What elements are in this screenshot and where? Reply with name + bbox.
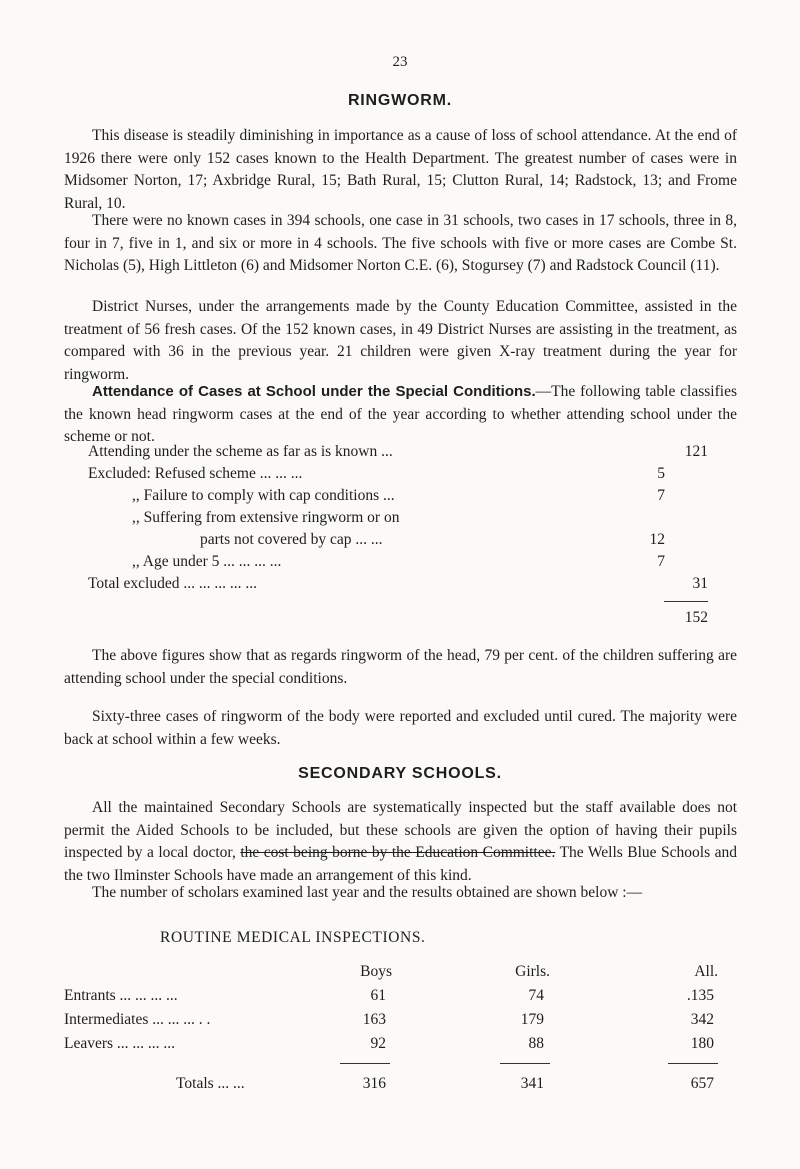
- table-row-label: Entrants ... ... ... ...: [64, 987, 178, 1004]
- attendance-heading: Attendance of Cases at School under the Special Conditions.: [92, 383, 536, 400]
- row-label: Attending under the scheme as far as is known ...: [88, 443, 393, 460]
- boys-cell: 163: [362, 1011, 386, 1028]
- girls-sum-rule: [500, 1063, 550, 1064]
- boys-cell: 92: [370, 1035, 386, 1052]
- table-row-label: Intermediates ... ... ... . .: [64, 1011, 211, 1028]
- secondary-paragraph-2: The number of scholars examined last year and the results obtained are shown below :—: [92, 884, 643, 901]
- ringworm-paragraph-2: There were no known cases in 394 schools, one case in 31 schools, two cases in 17 schools, three in 8, four in 7, five in 1, and six or more in 4 schools. The five schools with five or more cases are Combe St. Nicholas (5), High Littleton (6) and Midsomer Norton C.E. (6), Stogursey (7) and Radstock Council (11).: [64, 212, 737, 274]
- boys-cell: 61: [370, 987, 386, 1004]
- row-value: 5: [657, 465, 665, 482]
- row-label: Excluded: Refused scheme ... ... ...: [88, 465, 303, 482]
- secondary-paragraph-1: [64, 797, 737, 887]
- row-label: Total excluded ... ... ... ... ...: [88, 575, 257, 592]
- row-value: 7: [657, 553, 665, 570]
- sum-rule: [664, 601, 708, 602]
- ringworm-paragraph-3: District Nurses, under the arrangements made by the County Education Committee, assisted in the treatment of 56 fresh cases. Of the 152 known cases, in 49 District Nurses are assisting in the treatment, as compared with 36 in the previous year. 21 children were given X-ray treatment during the year for ringworm.: [64, 298, 737, 383]
- row-label: ,, Age under 5 ... ... ... ...: [132, 553, 282, 570]
- ringworm-heading: RINGWORM.: [347, 92, 453, 109]
- ringworm-paragraph-1: This disease is steadily diminishing in importance as a cause of loss of school attendance. At the end of 1926 there were only 152 cases known to the Health Department. The greatest number of cases were in Midsomer Norton, 17; Axbridge Rural, 15; Bath Rural, 15; Clutton Rural, 14; Radstock, 13; and Frome Rural, 10.: [64, 127, 737, 212]
- totals-label: Totals ... ...: [176, 1075, 245, 1092]
- attendance-row: [88, 573, 708, 595]
- boys-total: 316: [362, 1075, 386, 1092]
- row-label: parts not covered by cap ... ...: [200, 531, 383, 548]
- column-header-all: All.: [694, 963, 718, 980]
- row-label: ,, Failure to comply with cap conditions ...: [132, 487, 395, 504]
- row-label: ,, Suffering from extensive ringworm or on: [132, 509, 400, 526]
- boys-sum-rule: [340, 1063, 390, 1064]
- attendance-paragraph-after-2: Sixty-three cases of ringworm of the body were reported and excluded until cured. The majority were back at school within a few weeks.: [64, 708, 737, 748]
- attendance-intro: —The following table classifies the known head ringworm cases at the end of the year according to whether attending school under the scheme or not.: [64, 383, 737, 445]
- all-cell: .135: [686, 987, 714, 1004]
- all-cell: 342: [690, 1011, 714, 1028]
- row-total: 121: [684, 443, 708, 460]
- attendance-row: [88, 485, 708, 507]
- table-title: ROUTINE MEDICAL INSPECTIONS.: [160, 929, 426, 946]
- row-value: 12: [649, 531, 665, 548]
- page-number: 23: [392, 54, 408, 70]
- attendance-paragraph: [64, 381, 737, 449]
- all-cell: 180: [690, 1035, 714, 1052]
- attendance-row: [88, 551, 708, 573]
- girls-cell: 179: [520, 1011, 544, 1028]
- girls-cell: 88: [528, 1035, 544, 1052]
- attendance-paragraph-after-1: The above figures show that as regards ringworm of the head, 79 per cent. of the children suffering are attending school under the special conditions.: [64, 647, 737, 687]
- column-header-girls: Girls.: [515, 963, 550, 980]
- attendance-row: [88, 507, 708, 529]
- all-total: 657: [690, 1075, 714, 1092]
- attendance-row: [88, 529, 708, 551]
- girls-cell: 74: [528, 987, 544, 1004]
- row-total: 31: [692, 575, 708, 592]
- all-sum-rule: [668, 1063, 718, 1064]
- secondary-text-b: The Wells Blue Schools and the two Ilminster Schools have made an arrangement of this kind.: [64, 844, 737, 884]
- row-value: 7: [657, 487, 665, 504]
- struck-text: the cost being borne by the Education Committee.: [240, 844, 556, 861]
- girls-total: 341: [520, 1075, 544, 1092]
- grand-total: 152: [684, 609, 708, 626]
- attendance-row: [88, 441, 708, 463]
- column-header-boys: Boys: [360, 963, 392, 980]
- attendance-row: [88, 463, 708, 485]
- secondary-text-a: All the maintained Secondary Schools are systematically inspected but the staff available does not permit the Aided Schools to be included, but these schools are given the option of having their pupils inspected by a local doctor,: [64, 799, 737, 861]
- table-row-label: Leavers ... ... ... ...: [64, 1035, 176, 1052]
- attendance-grand-total-row: [88, 607, 708, 629]
- secondary-schools-heading: SECONDARY SCHOOLS.: [298, 765, 502, 782]
